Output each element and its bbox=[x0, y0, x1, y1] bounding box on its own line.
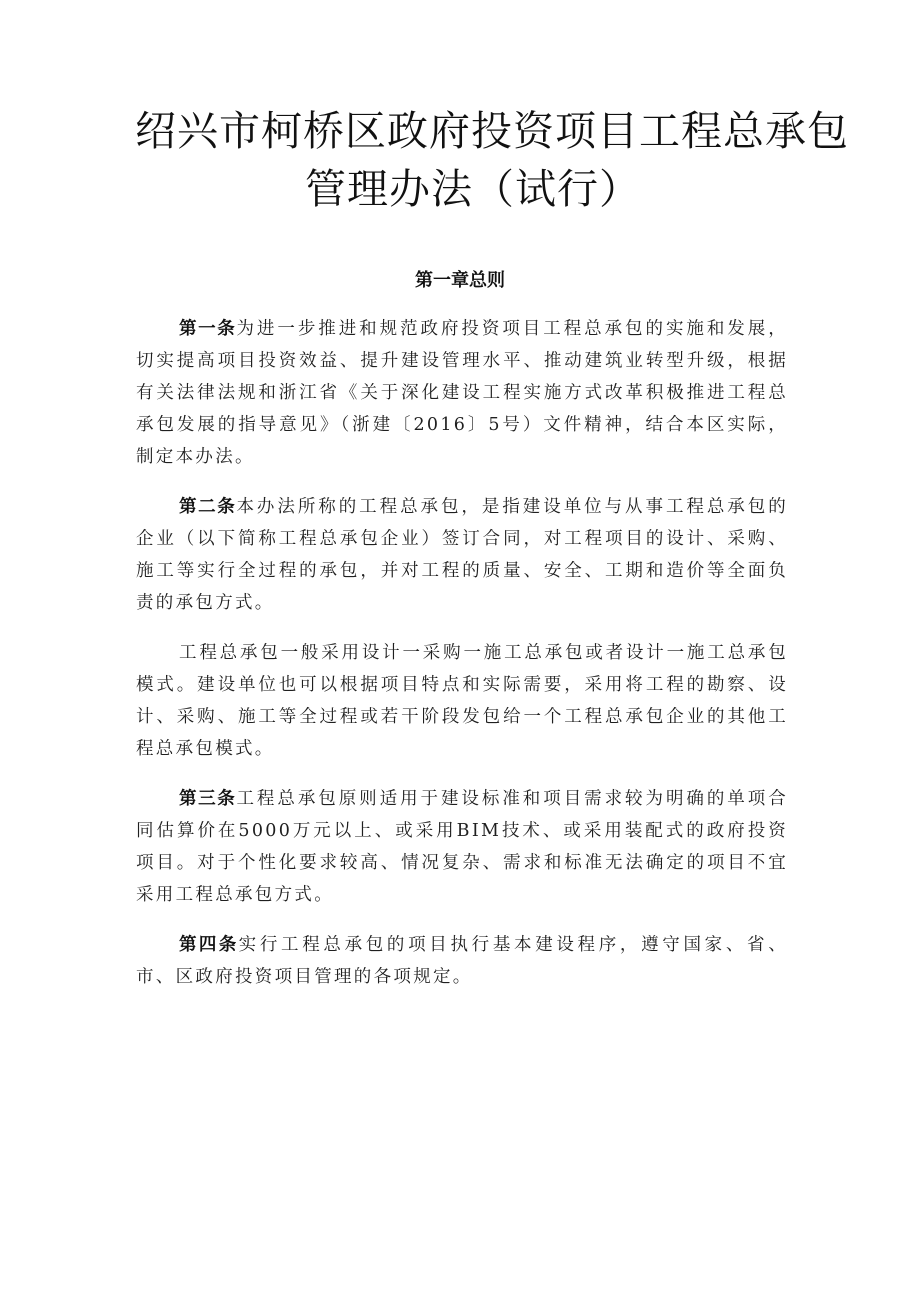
document-body bbox=[136, 313, 788, 1011]
article-label: 第四条 bbox=[179, 935, 239, 955]
chapter-heading: 第一章总则 bbox=[415, 270, 505, 291]
paragraph-text: 实行工程总承包的项目执行基本建设程序，遵守国家、省、市、区政府投资项目管理的各项规定。 bbox=[136, 935, 788, 987]
article-label: 第三条 bbox=[179, 789, 237, 809]
title-line-1: 绍兴市柯桥区政府投资项目工程总承包 bbox=[135, 107, 849, 155]
paragraph-text: 工程总承包原则适用于建设标准和项目需求较为明确的单项合同估算价在5000万元以上、或采用BIM技术、或采用装配式的政府投资项目。对于个性化要求较高、情况复杂、需求和标准无法确定的项目不宜采用工程总承包方式。 bbox=[136, 789, 789, 905]
paragraph-article-2-continued bbox=[136, 637, 788, 765]
paragraph-text: 工程总承包一般采用设计一采购一施工总承包或者设计一施工总承包模式。建设单位也可以根据项目特点和实际需要，采用将工程的勘察、设计、采购、施工等全过程或若干阶段发包给一个工程总承包企业的其他工程总承包模式。 bbox=[136, 643, 788, 759]
paragraph-article-3 bbox=[136, 783, 788, 911]
paragraph-article-4 bbox=[136, 929, 788, 993]
title-line-2: 管理办法（试行） bbox=[305, 165, 641, 213]
article-label: 第二条 bbox=[179, 497, 237, 517]
paragraph-text: 为进一步推进和规范政府投资项目工程总承包的实施和发展，切实提高项目投资效益、提升建设管理水平、推动建筑业转型升级，根据有关法律法规和浙江省《关于深化建设工程实施方式改革积极推进工程总承包发展的指导意见》（浙建〔2016〕5号）文件精神，结合本区实际，制定本办法。 bbox=[136, 319, 789, 467]
paragraph-text: 本办法所称的工程总承包，是指建设单位与从事工程总承包的企业（以下简称工程总承包企业）签订合同，对工程项目的设计、采购、施工等实行全过程的承包，并对工程的质量、安全、工期和造价等全面负责的承包方式。 bbox=[136, 497, 789, 613]
article-label: 第一条 bbox=[179, 319, 237, 339]
paragraph-article-1 bbox=[136, 313, 788, 473]
paragraph-article-2 bbox=[136, 491, 788, 619]
